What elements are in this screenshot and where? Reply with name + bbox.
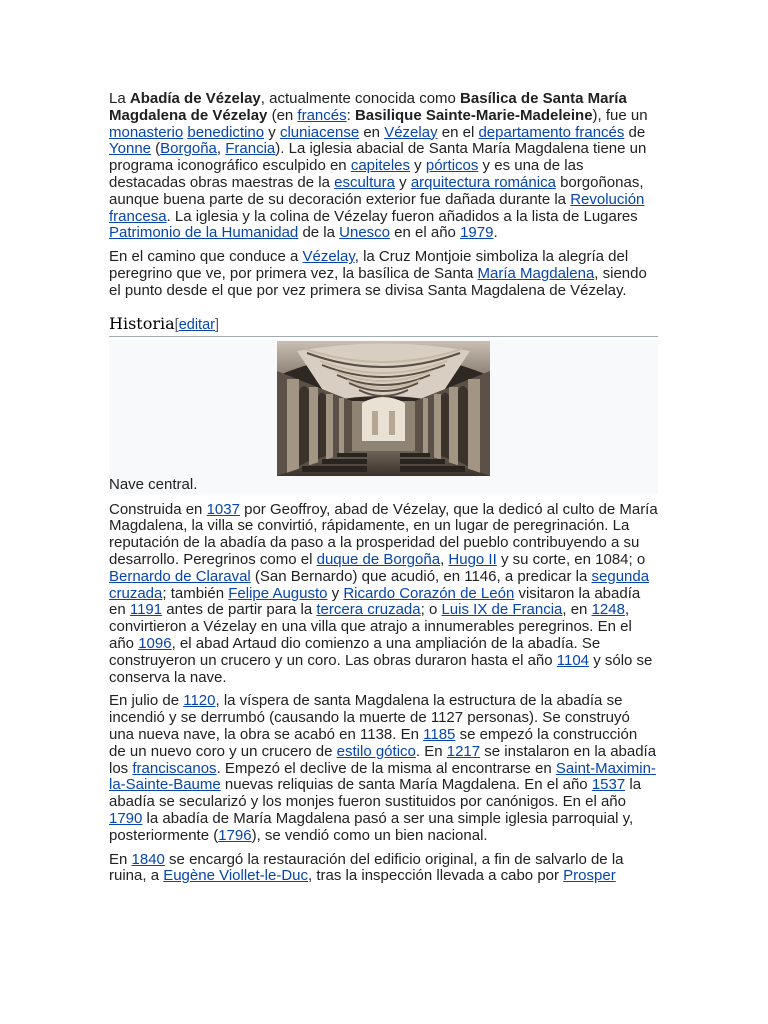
text-run: : — [346, 106, 355, 124]
text-run: . La iglesia y la colina de Vézelay fueron añadidos a la lista de Lugares — [166, 207, 638, 225]
text-run: y — [395, 173, 411, 191]
wiki-link[interactable]: Patrimonio de la Humanidad — [109, 224, 299, 242]
wiki-link[interactable]: 1217 — [446, 742, 481, 760]
wiki-link[interactable]: 1104 — [556, 651, 590, 669]
intro-paragraph-2 — [109, 249, 658, 299]
text-run: En — [109, 850, 132, 868]
text-run: nuevas reliquias de santa María Magdalena. En el año — [220, 776, 592, 794]
wiki-link[interactable]: Eugène Viollet-le-Duc — [163, 867, 309, 885]
intro-paragraph-1 — [109, 91, 658, 242]
wiki-link[interactable]: Borgoña — [160, 140, 217, 158]
text-run: en el — [437, 123, 479, 141]
text-run: en — [359, 123, 385, 141]
wiki-link[interactable]: 1537 — [591, 776, 626, 794]
wiki-link[interactable]: Vézelay — [302, 248, 355, 266]
text-run: y — [410, 157, 426, 175]
text-run: , actualmente conocida como — [260, 90, 461, 107]
text-run: La — [109, 90, 130, 107]
wiki-link[interactable]: Bernardo de Claraval — [109, 567, 251, 585]
wiki-link[interactable]: pórticos — [425, 157, 479, 175]
wiki-link[interactable]: estilo gótico — [336, 742, 416, 760]
history-paragraph-3 — [109, 852, 658, 886]
wiki-link[interactable]: 1979 — [460, 224, 494, 242]
wiki-link[interactable]: 1248 — [591, 601, 625, 619]
history-paragraph-1 — [109, 502, 658, 687]
text-run: se empezó la construcción de un nuevo coro y un crucero de — [109, 725, 638, 760]
wiki-link[interactable]: franciscanos — [132, 759, 217, 777]
wiki-link[interactable]: María Magdalena — [477, 264, 595, 282]
wiki-link[interactable]: escultura — [334, 173, 395, 191]
wiki-link[interactable]: 1790 — [109, 809, 143, 827]
text-run: antes de partir para la — [162, 601, 317, 619]
text-run: ; o — [420, 601, 442, 619]
text-run: , en — [562, 601, 592, 619]
wiki-link[interactable]: cluniacense — [279, 123, 360, 141]
text-run: visitaron la abadía en — [109, 584, 641, 619]
wiki-link[interactable]: 1796 — [218, 826, 252, 844]
wiki-link[interactable]: duque de Borgoña — [316, 550, 441, 568]
text-run: se encargó la restauración del edificio original, a fin de salvarlo de la ruina, a — [109, 850, 624, 885]
text-run: . — [493, 224, 498, 242]
text-run: de — [624, 123, 646, 141]
text-run: , la víspera de santa Magdalena la estructura de la abadía se incendió y se derrumbó (causando la muerte de 1127 personas). Se construyó una nueva nave, la obra se acabó en 1138. En — [109, 692, 630, 743]
text-run: Construida en — [109, 500, 207, 518]
text-run: ( — [151, 140, 161, 158]
text-run: , — [440, 550, 449, 568]
text-run: , convirtieron a Vézelay en una villa que atrajo a innumerables peregrinos. En el año — [109, 601, 632, 652]
text-run: por Geoffroy, abad de Vézelay, que la dedicó al culto de María Magdalena, la villa se convirtió, rápidamente, en un lugar de peregrinación. La reputación de la abadía da paso a la prosperidad del pueblo contribuyendo a su desarrollo. Peregrinos como el — [109, 500, 658, 568]
bold-term: Basilique Sainte-Marie-Madeleine — [354, 106, 593, 124]
text-run: y su corte, en 1084; o — [496, 550, 646, 568]
wiki-link[interactable]: Ricardo Corazón de León — [343, 584, 515, 602]
wiki-link[interactable]: 1120 — [183, 692, 216, 710]
text-run: la abadía se secularizó y los monjes fueron sustituidos por canónigos. En el año — [109, 776, 642, 811]
wiki-link[interactable]: Hugo II — [448, 550, 497, 568]
text-run: , la Cruz Montjoie simboliza la alegría del peregrino que ve, por primera vez, la basílica de Santa — [109, 248, 629, 282]
wiki-link[interactable]: Francia — [225, 140, 276, 158]
text-run: . Empezó el declive de la misma al encontrarse en — [216, 759, 556, 777]
text-run: , el abad Artaud dio comienzo a una ampliación de la abadía. Se construyeron un crucero y un coro. Las obras duraron hasta el año — [109, 634, 601, 669]
text-run: . En — [415, 742, 447, 760]
wiki-link[interactable]: Revolución francesa — [109, 190, 645, 225]
text-run: En el camino que conduce a — [109, 248, 303, 266]
wiki-link[interactable]: 1840 — [131, 850, 165, 868]
wiki-link[interactable]: capiteles — [350, 157, 411, 175]
wiki-link[interactable]: 1191 — [129, 601, 163, 619]
text-run: ; también — [162, 584, 229, 602]
edit-bracket-open: [ — [174, 316, 179, 333]
wiki-link[interactable]: Felipe Augusto — [228, 584, 328, 602]
text-run: ), se vendió como un bien nacional. — [251, 826, 488, 844]
wiki-link[interactable]: arquitectura románica — [410, 173, 556, 191]
edit-bracket-close: ] — [214, 316, 219, 333]
text-run: En julio de — [109, 692, 184, 710]
section-heading-historia — [109, 314, 658, 337]
section-title: Historia — [109, 313, 175, 333]
wiki-link[interactable]: tercera cruzada — [316, 601, 421, 619]
bold-term: Abadía de Vézelay — [129, 90, 261, 107]
wiki-link[interactable]: 1185 — [423, 725, 456, 743]
figure-caption: Nave central. — [109, 475, 198, 493]
text-run: y es una de las destacadas obras maestras de la — [109, 157, 584, 191]
wiki-link[interactable]: Unesco — [339, 224, 391, 242]
wiki-link[interactable]: 1037 — [206, 500, 240, 518]
text-run: la abadía de María Magdalena pasó a ser una simple iglesia parroquial y, posteriormente ( — [109, 809, 634, 844]
text-run: (San Bernardo) que acudió, en 1146, a predicar la — [250, 567, 592, 585]
text-run: borgoñonas, aunque buena parte de su decoración exterior fue dañada durante la — [109, 173, 644, 208]
nave-central-image[interactable] — [277, 341, 490, 476]
wiki-link[interactable]: Yonne — [109, 140, 151, 158]
history-paragraph-2 — [109, 693, 658, 844]
wiki-link[interactable]: Luis IX de Francia — [441, 601, 563, 619]
wiki-link[interactable]: segunda cruzada — [109, 567, 650, 602]
text-run: ), fue un — [592, 106, 648, 124]
text-run: , — [216, 140, 226, 158]
wiki-link[interactable]: monasterio — [109, 123, 184, 141]
text-run: de la — [298, 224, 340, 242]
wiki-link[interactable]: benedictino — [187, 123, 265, 141]
nave-figure — [109, 340, 658, 494]
wiki-link[interactable]: Saint-Maximin-la-Sainte-Baume — [109, 759, 656, 794]
text-run: se instalaron en la abadía los — [109, 742, 657, 777]
text-run: y sólo se conserva la nave. — [109, 651, 653, 686]
text-run: , siendo el punto desde el que por vez primera se divisa Santa Magdalena de Vézelay. — [109, 264, 647, 299]
wiki-link[interactable]: francés — [297, 106, 347, 124]
text-run: y — [327, 584, 344, 602]
article-body — [109, 91, 658, 892]
text-run: (en — [267, 106, 298, 124]
wiki-link[interactable]: departamento francés — [478, 123, 625, 141]
wiki-link[interactable]: Vézelay — [384, 123, 438, 141]
bold-term: Basílica de Santa María Magdalena de Vézelay — [109, 90, 627, 124]
text-run: , tras la inspección llevada a cabo por — [308, 867, 564, 885]
edit-section-link[interactable]: editar — [178, 316, 215, 333]
wiki-link[interactable]: 1096 — [138, 634, 172, 652]
text-run: en el año — [390, 224, 461, 242]
wiki-link[interactable]: Prosper — [563, 867, 616, 885]
text-run: ). La iglesia abacial de Santa María Magdalena tiene un programa iconográfico esculpido en — [109, 140, 647, 175]
text-run: y — [264, 123, 280, 141]
